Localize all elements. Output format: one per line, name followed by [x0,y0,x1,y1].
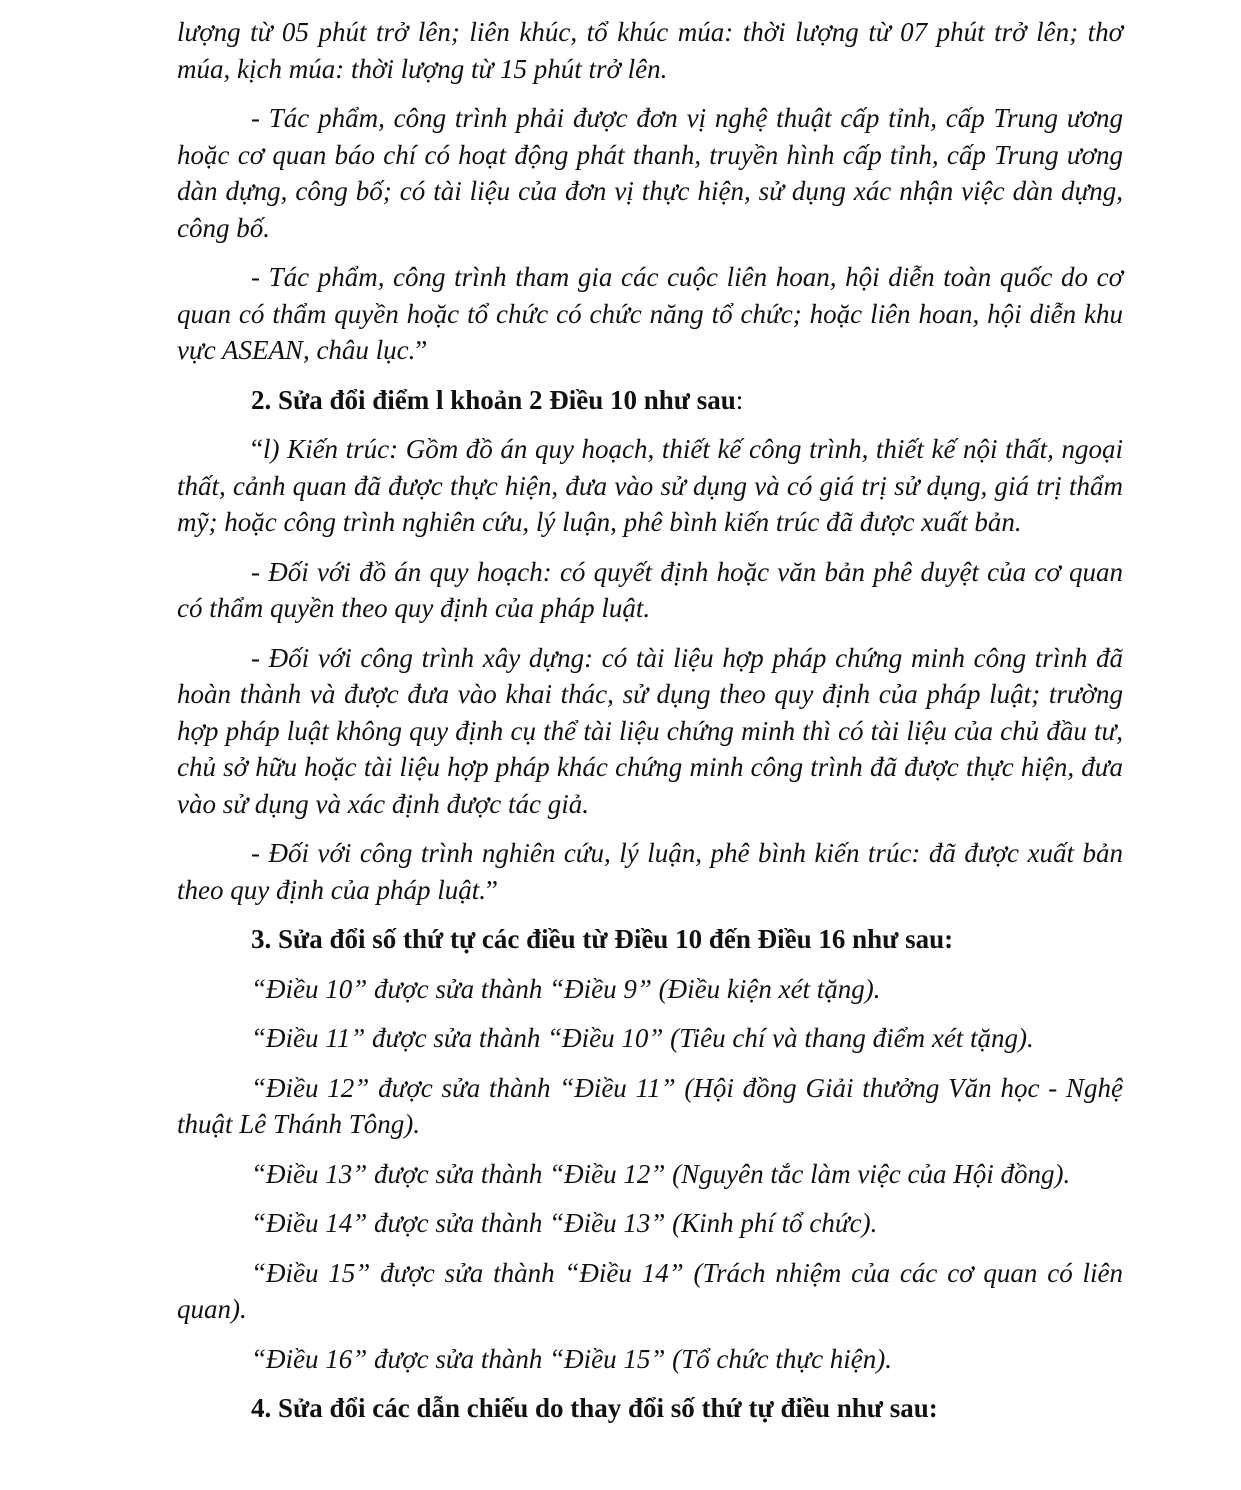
paragraph-text: - Đối với công trình nghiên cứu, lý luận, phê bình kiến trúc: đã được xuất bản theo quy định của pháp luật. [177,838,1123,905]
section-heading-2 [177,382,1123,419]
section-heading-3 [177,921,1123,958]
renumber-text: “Điều 15” được sửa thành “Điều 14” (Trách nhiệm của các cơ quan có liên quan). [177,1257,1123,1324]
renumber-text: “Điều 14” được sửa thành “Điều 13” (Kinh phí tổ chức). [251,1208,878,1238]
renumber-text: “Điều 13” được sửa thành “Điều 12” (Nguyên tắc làm việc của Hội đồng). [251,1158,1071,1189]
renumber-text: “Điều 11” được sửa thành “Điều 10” (Tiêu chí và thang điểm xét tặng). [251,1023,1034,1053]
renumber-item [177,1070,1123,1143]
paragraph-planning-project [177,554,1123,627]
opening-quote: “ [251,434,263,464]
paragraph-text: lượng từ 05 phút trở lên; liên khúc, tổ khúc múa: thời lượng từ 07 phút trở lên; thơ múa, kịch múa: thời lượng từ 15 phút trở lên. [177,17,1123,84]
renumber-item [177,1205,1123,1242]
closing-quote: ” [485,874,498,905]
renumber-text: “Điều 12” được sửa thành “Điều 11” (Hội đồng Giải thưởng Văn học - Nghệ thuật Lê Thánh Tông). [177,1072,1123,1139]
renumber-text: “Điều 10” được sửa thành “Điều 9” (Điều kiện xét tặng). [251,973,881,1004]
paragraph-text: - Đối với đồ án quy hoạch: có quyết định hoặc văn bản phê duyệt của cơ quan có thẩm quyền theo quy định của pháp luật. [177,556,1123,623]
renumber-item [177,1341,1123,1378]
renumber-item [177,1156,1123,1193]
renumber-item [177,1255,1123,1328]
section-heading-4 [177,1390,1123,1427]
paragraph-duration-continued [177,14,1123,87]
paragraph-research-work [177,835,1123,908]
paragraph-text: - Đối với công trình xây dựng: có tài liệu hợp pháp chứng minh công trình đã hoàn thành và được đưa vào khai thác, sử dụng theo quy định của pháp luật; trường hợp pháp luật không quy định cụ thể tài liệu chứng minh thì có tài liệu của chủ đầu tư, chủ sở hữu hoặc tài liệu hợp pháp khác chứng minh công trình đã được thực hiện, đưa vào sử dụng và xác định được tác giả. [177,642,1123,819]
renumber-text: “Điều 16” được sửa thành “Điều 15” (Tổ chức thực hiện). [251,1343,893,1374]
renumber-item [177,1020,1123,1057]
heading-text: 4. Sửa đổi các dẫn chiếu do thay đổi số thứ tự điều như sau: [251,1393,938,1423]
paragraph-staging-requirement [177,100,1123,246]
paragraph-text: l) Kiến trúc: Gồm đồ án quy hoạch, thiết kế công trình, thiết kế nội thất, ngoại thất, cảnh quan đã được thực hiện, đưa vào sử dụng và có giá trị sử dụng, giá trị thẩm mỹ; hoặc công trình nghiên cứu, lý luận, phê bình kiến trúc đã được xuất bản. [177,434,1123,537]
paragraph-architecture-definition [177,431,1123,541]
heading-colon: : [735,384,744,415]
heading-text: 2. Sửa đổi điểm l khoản 2 Điều 10 như sau [251,384,736,415]
heading-text: 3. Sửa đổi số thứ tự các điều từ Điều 10 đến Điều 16 như sau: [251,924,954,954]
closing-quote: ” [415,335,428,365]
document-body [177,14,1123,1440]
paragraph-festival-requirement [177,259,1123,369]
paragraph-text: - Tác phẩm, công trình tham gia các cuộc liên hoan, hội diễn toàn quốc do cơ quan có thẩm quyền hoặc tổ chức có chức năng tổ chức; hoặc liên hoan, hội diễn khu vực ASEAN, châu lục. [177,262,1123,365]
renumber-item [177,971,1123,1008]
paragraph-construction-work [177,640,1123,823]
paragraph-text: - Tác phẩm, công trình phải được đơn vị nghệ thuật cấp tỉnh, cấp Trung ương hoặc cơ quan báo chí có hoạt động phát thanh, truyền hình cấp tỉnh, cấp Trung ương dàn dựng, công bố; có tài liệu của đơn vị thực hiện, sử dụng xác nhận việc dàn dựng, công bố. [177,103,1123,243]
